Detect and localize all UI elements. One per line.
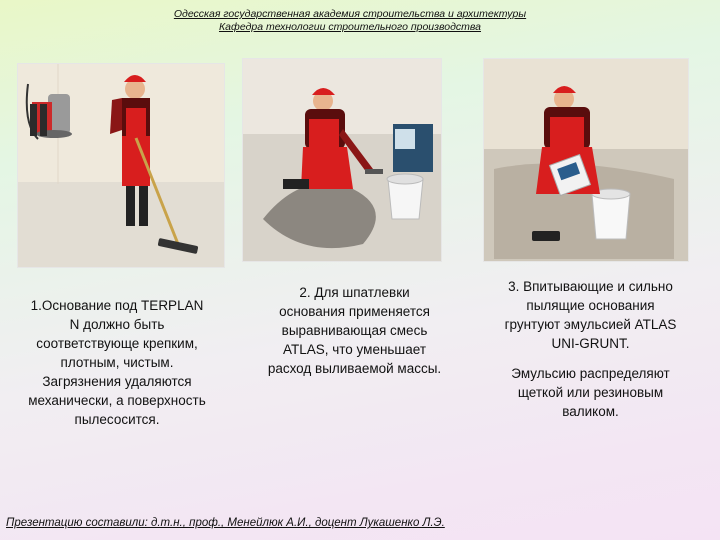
- caption-step1: [4, 296, 230, 429]
- photo-sweeping-illustration: [18, 64, 224, 267]
- photo-sweeping: [17, 63, 225, 268]
- caption-step3b-line: щеткой или резиновым: [517, 385, 664, 400]
- header-department: Кафедра технологии строительного производства: [218, 21, 481, 33]
- footer-authors: Презентацию составили: д.т.н., проф., Менейлюк А.И., доцент Лукашенко Л.Э.: [6, 517, 445, 529]
- caption-step3a-line: 3. Впитывающие и сильно: [508, 279, 673, 294]
- caption-step3a-line: пылящие основания: [526, 298, 655, 313]
- photo-troweling-illustration: [243, 59, 441, 261]
- photo-priming: [483, 58, 689, 262]
- header-institution: Одесская государственная академия строительства и архитектуры: [173, 8, 527, 20]
- caption-step1-line: пылесосится.: [74, 412, 160, 427]
- caption-step1-line: плотным, чистым.: [60, 355, 174, 370]
- caption-step2: [247, 283, 462, 378]
- caption-step1-line: механически, а поверхность: [28, 393, 206, 408]
- caption-step1-line: 1.Основание под TERPLAN: [30, 298, 204, 313]
- caption-step3a: [478, 277, 703, 353]
- caption-step3a-line: UNI-GRUNT.: [551, 336, 630, 351]
- caption-step3b-line: Эмульсию распределяют: [511, 366, 670, 381]
- caption-step2-line: выравнивающая смесь: [281, 323, 428, 338]
- caption-step2-line: расход выливаемой массы.: [267, 361, 442, 376]
- caption-step3b: [478, 364, 703, 421]
- caption-step3a-line: грунтуют эмульсией ATLAS: [504, 317, 677, 332]
- caption-step1-line: соответствующе крепким,: [36, 336, 198, 351]
- caption-step3b-line: валиком.: [562, 404, 619, 419]
- caption-step1-line: Загрязнения удаляются: [42, 374, 192, 389]
- caption-step2-line: 2. Для шпатлевки: [299, 285, 410, 300]
- caption-step1-line: N должно быть: [69, 317, 165, 332]
- header: [0, 8, 700, 34]
- caption-step2-line: основания применяется: [279, 304, 430, 319]
- photo-priming-illustration: [484, 59, 688, 261]
- photo-troweling: [242, 58, 442, 262]
- caption-step2-line: ATLAS, что уменьшает: [282, 342, 427, 357]
